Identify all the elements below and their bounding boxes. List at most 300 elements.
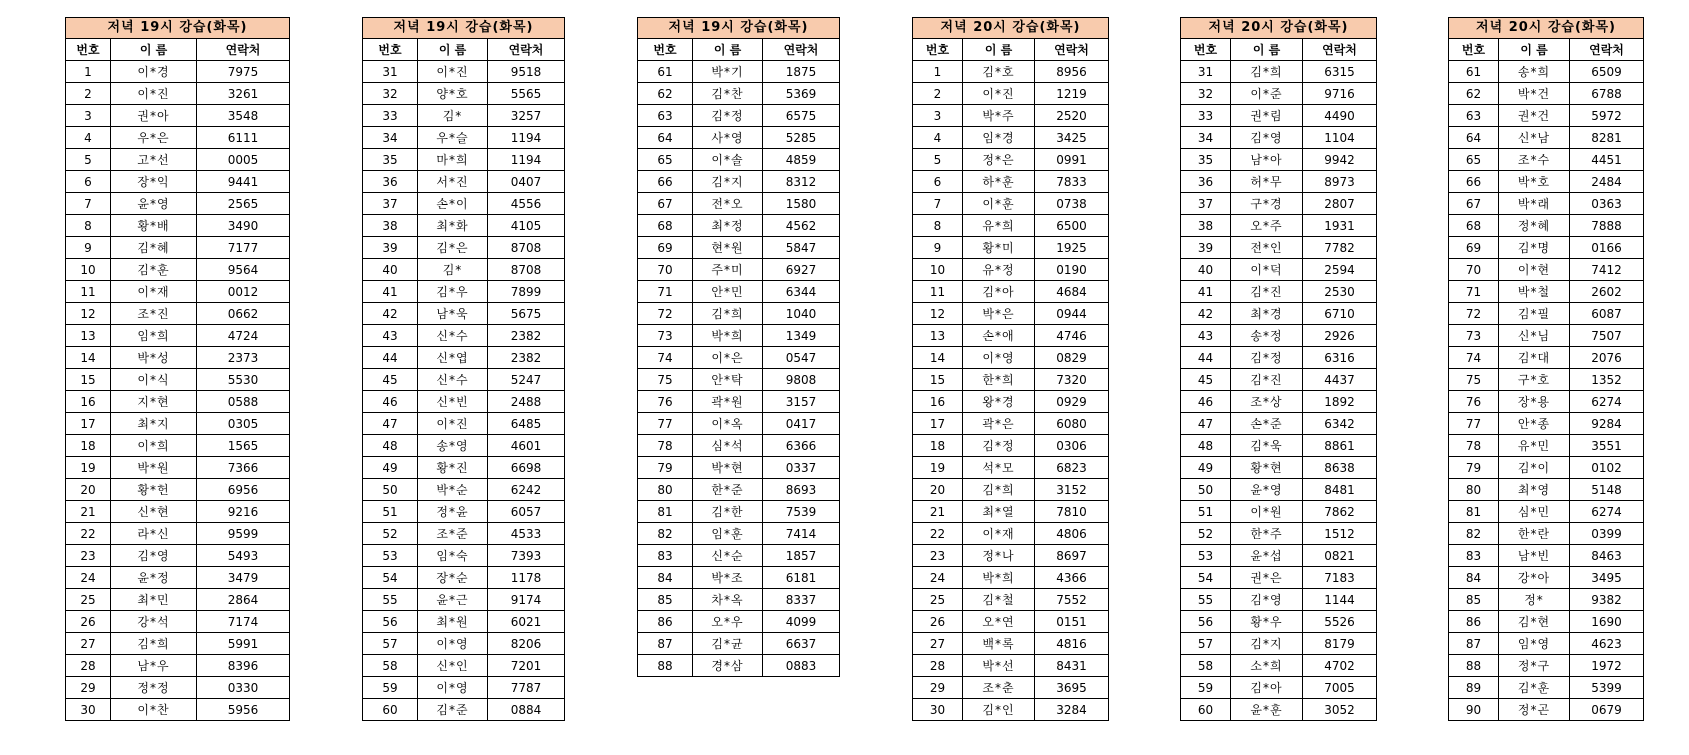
row-number: 67 (1449, 193, 1499, 215)
row-contact: 6111 (197, 127, 290, 149)
row-number: 89 (1449, 677, 1499, 699)
row-contact: 7862 (1303, 501, 1377, 523)
table-title: 저녁 20시 강습(화목) (1181, 18, 1377, 39)
row-name: 김*영 (1231, 589, 1303, 611)
row-contact: 0305 (197, 413, 290, 435)
table-row (363, 523, 565, 545)
row-name: 김*찬 (693, 83, 763, 105)
row-contact: 1194 (488, 127, 565, 149)
row-number: 5 (66, 149, 111, 171)
row-name: 김*정 (1231, 347, 1303, 369)
row-name: 김*훈 (1499, 677, 1570, 699)
table-row (66, 501, 290, 523)
row-number: 18 (66, 435, 111, 457)
row-name: 백*록 (963, 633, 1035, 655)
row-contact: 4562 (763, 215, 840, 237)
table-row (363, 83, 565, 105)
row-name: 김*희 (963, 479, 1035, 501)
row-contact: 4816 (1035, 633, 1109, 655)
row-contact: 9518 (488, 61, 565, 83)
row-contact: 5972 (1570, 105, 1644, 127)
row-contact: 0884 (488, 699, 565, 721)
row-number: 76 (1449, 391, 1499, 413)
row-name: 김*호 (963, 61, 1035, 83)
row-name: 우*은 (111, 127, 197, 149)
row-name: 정*구 (1499, 655, 1570, 677)
row-number: 22 (913, 523, 963, 545)
row-contact: 8179 (1303, 633, 1377, 655)
row-contact: 2602 (1570, 281, 1644, 303)
table-row (913, 325, 1109, 347)
table-row (1181, 369, 1377, 391)
row-contact: 0407 (488, 171, 565, 193)
table-row (1449, 677, 1644, 699)
row-contact: 7183 (1303, 567, 1377, 589)
row-name: 조*춘 (963, 677, 1035, 699)
row-number: 40 (363, 259, 418, 281)
row-contact: 4105 (488, 215, 565, 237)
row-contact: 0190 (1035, 259, 1109, 281)
table-row (66, 149, 290, 171)
row-contact: 1219 (1035, 83, 1109, 105)
row-contact: 0929 (1035, 391, 1109, 413)
row-contact: 5565 (488, 83, 565, 105)
row-contact: 1178 (488, 567, 565, 589)
row-number: 62 (1449, 83, 1499, 105)
row-contact: 8396 (197, 655, 290, 677)
table-row (363, 589, 565, 611)
table-row (363, 457, 565, 479)
row-contact: 9174 (488, 589, 565, 611)
row-contact: 7787 (488, 677, 565, 699)
table-row (363, 237, 565, 259)
row-name: 이*찬 (111, 699, 197, 721)
roster-table-1 (65, 17, 290, 721)
table-row (638, 501, 840, 523)
row-name: 김*희 (693, 303, 763, 325)
row-number: 42 (1181, 303, 1231, 325)
table-row (638, 567, 840, 589)
row-number: 79 (1449, 457, 1499, 479)
row-number: 69 (1449, 237, 1499, 259)
table-row (363, 193, 565, 215)
table-row (913, 193, 1109, 215)
row-number: 72 (638, 303, 693, 325)
row-contact: 7201 (488, 655, 565, 677)
header-number: 번호 (363, 39, 418, 61)
row-contact: 0005 (197, 149, 290, 171)
row-name: 권*은 (1231, 567, 1303, 589)
row-contact: 5847 (763, 237, 840, 259)
row-contact: 9942 (1303, 149, 1377, 171)
row-name: 강*아 (1499, 567, 1570, 589)
row-contact: 0330 (197, 677, 290, 699)
table-row (363, 677, 565, 699)
row-name: 김*대 (1499, 347, 1570, 369)
row-number: 76 (638, 391, 693, 413)
row-contact: 1352 (1570, 369, 1644, 391)
row-number: 49 (1181, 457, 1231, 479)
row-name: 한*란 (1499, 523, 1570, 545)
row-number: 56 (363, 611, 418, 633)
table-row (66, 347, 290, 369)
table-row (66, 61, 290, 83)
row-number: 44 (1181, 347, 1231, 369)
table-row (66, 193, 290, 215)
row-name: 김*은 (418, 237, 488, 259)
table-row (638, 655, 840, 677)
row-name: 김*영 (111, 545, 197, 567)
row-name: 정*정 (111, 677, 197, 699)
row-name: 안*종 (1499, 413, 1570, 435)
row-contact: 5526 (1303, 611, 1377, 633)
row-contact: 1194 (488, 149, 565, 171)
row-name: 정*은 (963, 149, 1035, 171)
row-name: 유*희 (963, 215, 1035, 237)
row-number: 21 (66, 501, 111, 523)
table-row (66, 171, 290, 193)
table-row (913, 281, 1109, 303)
roster-table-4 (912, 17, 1109, 721)
row-contact: 6637 (763, 633, 840, 655)
row-name: 유*정 (963, 259, 1035, 281)
row-name: 황*진 (418, 457, 488, 479)
row-number: 2 (913, 83, 963, 105)
row-name: 김*이 (1499, 457, 1570, 479)
row-contact: 0738 (1035, 193, 1109, 215)
table-row (1449, 105, 1644, 127)
row-number: 17 (66, 413, 111, 435)
row-contact: 1931 (1303, 215, 1377, 237)
row-name: 황*우 (1231, 611, 1303, 633)
row-contact: 8431 (1035, 655, 1109, 677)
row-contact: 4366 (1035, 567, 1109, 589)
table-row (1181, 567, 1377, 589)
table-row (1449, 567, 1644, 589)
row-number: 47 (1181, 413, 1231, 435)
row-contact: 0151 (1035, 611, 1109, 633)
row-name: 신*현 (111, 501, 197, 523)
row-contact: 5530 (197, 369, 290, 391)
row-number: 87 (638, 633, 693, 655)
table-row (66, 105, 290, 127)
row-number: 61 (1449, 61, 1499, 83)
table-title: 저녁 19시 강습(화목) (66, 18, 290, 39)
row-contact: 2926 (1303, 325, 1377, 347)
row-name: 장*순 (418, 567, 488, 589)
row-name: 최*열 (963, 501, 1035, 523)
row-number: 48 (363, 435, 418, 457)
row-contact: 9808 (763, 369, 840, 391)
table-row (638, 457, 840, 479)
row-contact: 0012 (197, 281, 290, 303)
row-contact: 7174 (197, 611, 290, 633)
row-contact: 7782 (1303, 237, 1377, 259)
row-name: 지*현 (111, 391, 197, 413)
row-number: 59 (363, 677, 418, 699)
row-contact: 4437 (1303, 369, 1377, 391)
row-contact: 2594 (1303, 259, 1377, 281)
row-name: 허*무 (1231, 171, 1303, 193)
row-name: 전*오 (693, 193, 763, 215)
table-row (1449, 501, 1644, 523)
row-number: 59 (1181, 677, 1231, 699)
row-number: 10 (913, 259, 963, 281)
row-name: 김*인 (963, 699, 1035, 721)
row-number: 86 (1449, 611, 1499, 633)
row-contact: 1892 (1303, 391, 1377, 413)
row-name: 남*빈 (1499, 545, 1570, 567)
header-contact: 연락처 (1303, 39, 1377, 61)
table-row (1449, 369, 1644, 391)
row-number: 79 (638, 457, 693, 479)
row-contact: 5493 (197, 545, 290, 567)
table-row (66, 369, 290, 391)
row-contact: 2382 (488, 325, 565, 347)
table-row (363, 149, 565, 171)
row-number: 16 (66, 391, 111, 413)
row-number: 78 (638, 435, 693, 457)
row-number: 77 (638, 413, 693, 435)
table-row (1181, 171, 1377, 193)
row-name: 김*명 (1499, 237, 1570, 259)
row-name: 손*준 (1231, 413, 1303, 435)
row-name: 황*배 (111, 215, 197, 237)
table-row (638, 369, 840, 391)
row-contact: 3157 (763, 391, 840, 413)
row-name: 정*혜 (1499, 215, 1570, 237)
row-number: 37 (363, 193, 418, 215)
table-row (363, 501, 565, 523)
row-contact: 0679 (1570, 699, 1644, 721)
row-name: 최*화 (418, 215, 488, 237)
table-row (638, 237, 840, 259)
row-number: 73 (1449, 325, 1499, 347)
table-row (66, 457, 290, 479)
row-number: 19 (913, 457, 963, 479)
row-name: 신*순 (693, 545, 763, 567)
row-name: 송*영 (418, 435, 488, 457)
row-contact: 6956 (197, 479, 290, 501)
table-row (638, 523, 840, 545)
row-name: 이*덕 (1231, 259, 1303, 281)
row-name: 마*희 (418, 149, 488, 171)
table-row (638, 589, 840, 611)
row-name: 이*진 (418, 413, 488, 435)
row-contact: 4099 (763, 611, 840, 633)
row-contact: 6274 (1570, 391, 1644, 413)
row-number: 29 (913, 677, 963, 699)
row-contact: 7177 (197, 237, 290, 259)
table-row (1449, 149, 1644, 171)
row-number: 12 (66, 303, 111, 325)
row-name: 박*희 (693, 325, 763, 347)
row-number: 44 (363, 347, 418, 369)
row-number: 77 (1449, 413, 1499, 435)
row-name: 신*수 (418, 325, 488, 347)
table-row (363, 281, 565, 303)
header-name: 이 름 (1499, 39, 1570, 61)
row-name: 박*현 (693, 457, 763, 479)
table-row (363, 655, 565, 677)
table-row (913, 479, 1109, 501)
row-name: 이*영 (418, 633, 488, 655)
row-name: 이*재 (111, 281, 197, 303)
row-number: 55 (363, 589, 418, 611)
row-name: 곽*은 (963, 413, 1035, 435)
row-contact: 3052 (1303, 699, 1377, 721)
row-name: 신*인 (418, 655, 488, 677)
row-contact: 8463 (1570, 545, 1644, 567)
row-number: 6 (913, 171, 963, 193)
table-row (66, 523, 290, 545)
row-number: 16 (913, 391, 963, 413)
row-name: 구*경 (1231, 193, 1303, 215)
row-number: 46 (363, 391, 418, 413)
row-contact: 6698 (488, 457, 565, 479)
table-row (1449, 127, 1644, 149)
row-contact: 3479 (197, 567, 290, 589)
table-row (638, 281, 840, 303)
row-contact: 7552 (1035, 589, 1109, 611)
row-contact: 1512 (1303, 523, 1377, 545)
row-number: 2 (66, 83, 111, 105)
row-name: 이*진 (418, 61, 488, 83)
row-number: 36 (363, 171, 418, 193)
row-contact: 8281 (1570, 127, 1644, 149)
row-name: 남*우 (111, 655, 197, 677)
row-name: 임*경 (963, 127, 1035, 149)
table-row (638, 347, 840, 369)
table-row (913, 347, 1109, 369)
row-contact: 8337 (763, 589, 840, 611)
row-name: 윤*영 (1231, 479, 1303, 501)
table-row (66, 567, 290, 589)
row-name: 안*탁 (693, 369, 763, 391)
row-name: 이*준 (1231, 83, 1303, 105)
table-row (638, 149, 840, 171)
row-contact: 2520 (1035, 105, 1109, 127)
row-contact: 4806 (1035, 523, 1109, 545)
row-name: 김*아 (963, 281, 1035, 303)
row-name: 박*호 (1499, 171, 1570, 193)
row-name: 김*균 (693, 633, 763, 655)
table-row (66, 215, 290, 237)
row-contact: 2484 (1570, 171, 1644, 193)
row-name: 박*기 (693, 61, 763, 83)
row-number: 82 (1449, 523, 1499, 545)
row-number: 48 (1181, 435, 1231, 457)
row-contact: 1565 (197, 435, 290, 457)
row-contact: 7320 (1035, 369, 1109, 391)
row-contact: 6485 (488, 413, 565, 435)
row-number: 26 (913, 611, 963, 633)
row-contact: 5247 (488, 369, 565, 391)
row-number: 37 (1181, 193, 1231, 215)
row-number: 8 (913, 215, 963, 237)
row-contact: 6080 (1035, 413, 1109, 435)
header-contact: 연락처 (1570, 39, 1644, 61)
row-name: 김*진 (1231, 281, 1303, 303)
row-contact: 8697 (1035, 545, 1109, 567)
row-contact: 8638 (1303, 457, 1377, 479)
row-number: 5 (913, 149, 963, 171)
table-row (1181, 391, 1377, 413)
row-contact: 9441 (197, 171, 290, 193)
row-name: 임*훈 (693, 523, 763, 545)
row-number: 83 (638, 545, 693, 567)
table-row (913, 105, 1109, 127)
row-name: 손*애 (963, 325, 1035, 347)
table-row (363, 699, 565, 721)
row-number: 71 (1449, 281, 1499, 303)
row-number: 50 (363, 479, 418, 501)
row-number: 51 (363, 501, 418, 523)
row-number: 38 (1181, 215, 1231, 237)
table-row (66, 83, 290, 105)
row-number: 85 (638, 589, 693, 611)
table-row (1449, 633, 1644, 655)
table-row (1181, 699, 1377, 721)
row-number: 87 (1449, 633, 1499, 655)
row-name: 박*희 (963, 567, 1035, 589)
table-row (363, 61, 565, 83)
table-row (1449, 479, 1644, 501)
row-number: 1 (913, 61, 963, 83)
row-name: 이*희 (111, 435, 197, 457)
table-row (1181, 457, 1377, 479)
row-number: 28 (913, 655, 963, 677)
row-name: 신*남 (1499, 127, 1570, 149)
row-number: 69 (638, 237, 693, 259)
row-contact: 1104 (1303, 127, 1377, 149)
row-number: 9 (913, 237, 963, 259)
table-row (1181, 281, 1377, 303)
row-number: 23 (66, 545, 111, 567)
row-name: 서*진 (418, 171, 488, 193)
row-name: 현*원 (693, 237, 763, 259)
row-name: 이*현 (1499, 259, 1570, 281)
row-contact: 7888 (1570, 215, 1644, 237)
row-number: 88 (1449, 655, 1499, 677)
table-row (1181, 677, 1377, 699)
row-contact: 5675 (488, 303, 565, 325)
row-name: 황*현 (1231, 457, 1303, 479)
table-row (1449, 391, 1644, 413)
row-number: 6 (66, 171, 111, 193)
row-name: 신*빈 (418, 391, 488, 413)
table-row (913, 699, 1109, 721)
row-number: 61 (638, 61, 693, 83)
row-contact: 4490 (1303, 105, 1377, 127)
row-name: 한*희 (963, 369, 1035, 391)
table-row (1181, 193, 1377, 215)
table-title: 저녁 19시 강습(화목) (638, 18, 840, 39)
row-number: 15 (66, 369, 111, 391)
row-name: 이*훈 (963, 193, 1035, 215)
header-number: 번호 (913, 39, 963, 61)
table-row (363, 611, 565, 633)
table-row (1449, 259, 1644, 281)
row-contact: 1040 (763, 303, 840, 325)
row-contact: 5991 (197, 633, 290, 655)
row-name: 김*희 (1231, 61, 1303, 83)
table-row (1181, 127, 1377, 149)
table-row (66, 303, 290, 325)
row-name: 전*인 (1231, 237, 1303, 259)
table-row (66, 325, 290, 347)
row-contact: 6344 (763, 281, 840, 303)
